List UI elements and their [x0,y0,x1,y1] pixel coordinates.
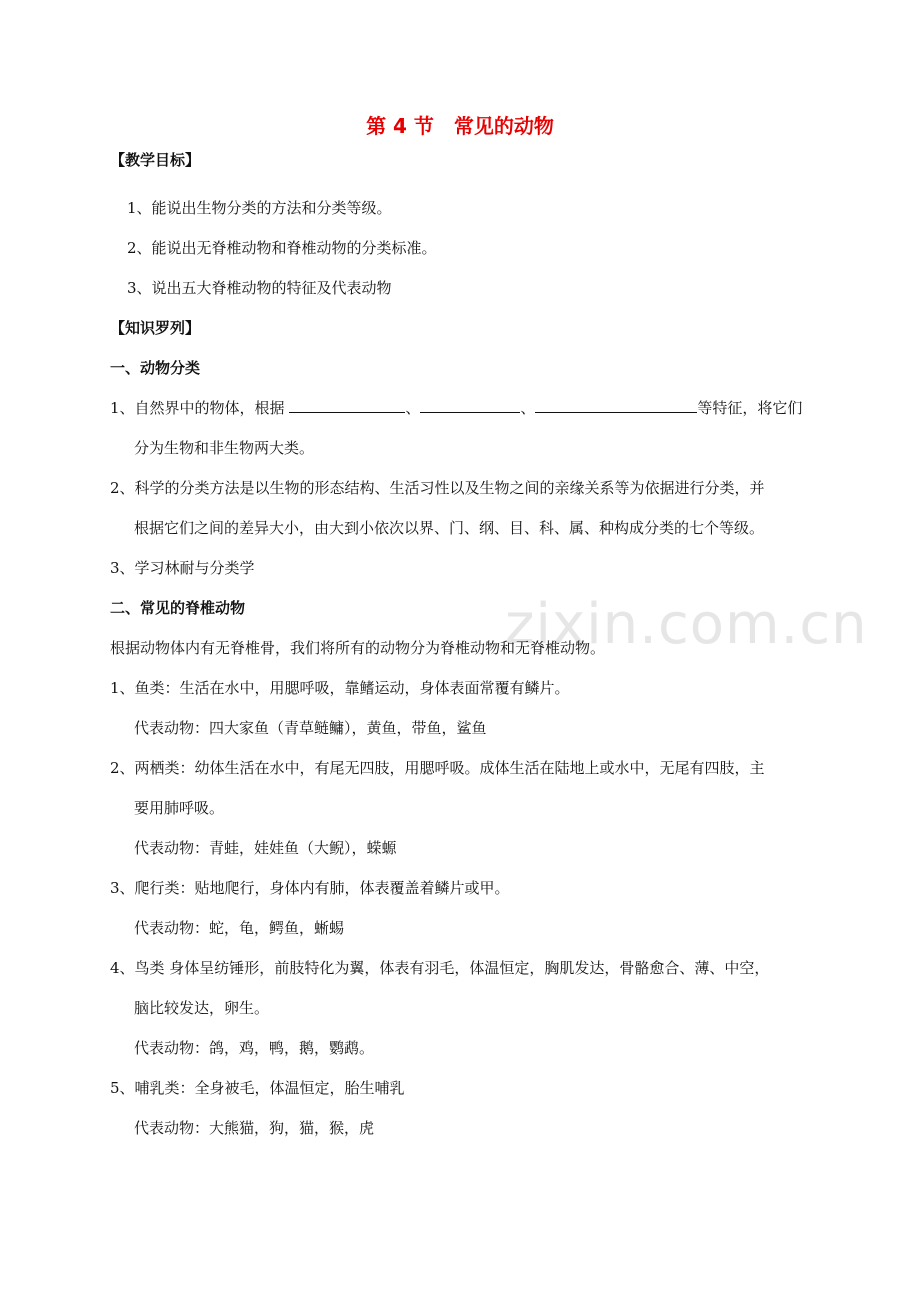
watermark: zixin.com.cn [505,592,868,657]
bird-description: 4、鸟类 身体呈纺锤形，前肢特化为翼，体表有羽毛，体温恒定，胸肌发达，骨骼愈合、薄、中空， [110,959,770,977]
bird-representatives: 代表动物：鸽，鸡，鸭，鹅，鹦鹉。 [134,1039,375,1057]
amphibian-description-line-2: 要用肺呼吸。 [134,799,225,817]
classification-item-1-line-2: 分为生物和非生物两大类。 [134,439,315,457]
fill-blank-2[interactable] [420,398,520,413]
goal-item-3: 3、说出五大脊椎动物的特征及代表动物 [127,279,392,297]
item-1-prefix: 1、自然界中的物体，根据 [110,399,285,417]
amphibian-description: 2、两栖类：幼体生活在水中，有尾无四肢，用腮呼吸。成体生活在陆地上或水中，无尾有四肢，主 [110,759,765,777]
page-title: 第 4 节 常见的动物 [366,114,554,138]
teaching-goals-heading: 【教学目标】 [110,151,201,169]
section-1-heading: 一、动物分类 [110,359,201,377]
mammal-representatives: 代表动物：大熊猫，狗，猫，猴，虎 [134,1119,375,1137]
section-2-heading: 二、常见的脊椎动物 [110,599,246,617]
mammal-description: 5、哺乳类：全身被毛，体温恒定，胎生哺乳 [110,1079,405,1097]
goal-item-2: 2、能说出无脊椎动物和脊椎动物的分类标准。 [127,239,437,257]
classification-item-2-line-2: 根据它们之间的差异大小，由大到小依次以界、门、纲、目、科、属、种构成分类的七个等级。 [134,519,765,537]
reptile-representatives: 代表动物：蛇，龟，鳄鱼，蜥蜴 [134,919,345,937]
vertebrate-intro: 根据动物体内有无脊椎骨，我们将所有的动物分为脊椎动物和无脊椎动物。 [110,639,606,657]
classification-item-3: 3、学习林耐与分类学 [110,559,255,577]
classification-item-2: 2、科学的分类方法是以生物的形态结构、生活习性以及生物之间的亲缘关系等为依据进行分类，并 [110,479,765,497]
fill-blank-3[interactable] [535,398,697,413]
classification-item-1 [110,398,802,418]
item-1-suffix: 等特征，将它们 [697,399,803,417]
bird-description-line-2: 脑比较发达，卵生。 [134,999,270,1017]
item-1-sep2: 、 [520,399,536,417]
item-1-sep1: 、 [405,399,421,417]
fill-blank-1[interactable] [289,398,405,413]
reptile-description: 3、爬行类：贴地爬行，身体内有肺，体表覆盖着鳞片或甲。 [110,879,510,897]
fish-description: 1、鱼类：生活在水中，用腮呼吸，靠鳍运动，身体表面常覆有鳞片。 [110,679,570,697]
knowledge-heading: 【知识罗列】 [110,319,201,337]
amphibian-representatives: 代表动物：青蛙，娃娃鱼（大鲵），蝾螈 [134,839,397,857]
goal-item-1: 1、能说出生物分类的方法和分类等级。 [127,199,392,217]
fish-representatives: 代表动物：四大家鱼（青草鲢鳙），黄鱼，带鱼，鲨鱼 [134,719,487,737]
